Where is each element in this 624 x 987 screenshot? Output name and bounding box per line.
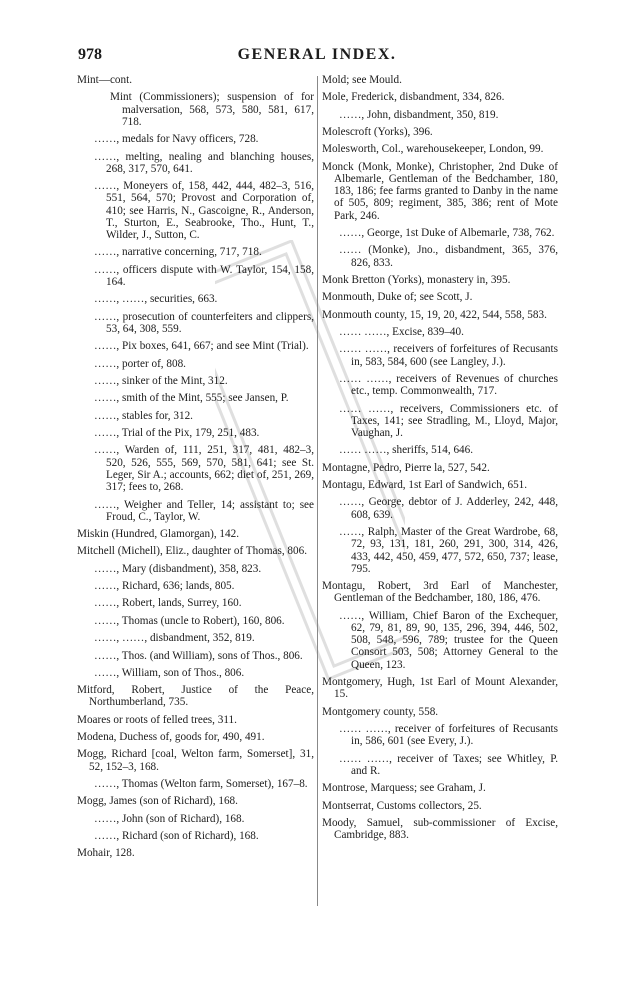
index-column-left — [77, 74, 314, 865]
index-entry: ……, George, 1st Duke of Albemarle, 738, 762. — [339, 227, 555, 240]
index-entry: ……, Warden of, 111, 251, 317, 481, 482–3, 520, 526, 555, 569, 570, 581, 641; see St. Leger, Sir A.; accounts, 662; diet of, 251, 269, 317; fees to, 268. — [94, 444, 314, 494]
index-entry: ……, Weigher and Teller, 14; assistant to; see Froud, C., Taylor, W. — [94, 498, 314, 523]
index-entry: Modena, Duchess of, goods for, 490, 491. — [77, 731, 265, 744]
index-entry: Mogg, James (son of Richard), 168. — [77, 795, 238, 808]
index-entry: …… ……, receiver of Taxes; see Whitley, P. and R. — [339, 752, 558, 777]
index-entry: ……, Trial of the Pix, 179, 251, 483. — [94, 427, 260, 440]
index-entry: ……, George, debtor of J. Adderley, 242, 448, 608, 639. — [339, 496, 558, 521]
index-entry: ……, prosecution of counterfeiters and clippers, 53, 64, 308, 559. — [94, 310, 314, 335]
index-entry: …… ……, receivers of Revenues of churches etc., temp. Commonwealth, 717. — [339, 372, 558, 398]
index-entry: ……, porter of, 808. — [94, 357, 186, 370]
index-entry: Miskin (Hundred, Glamorgan), 142. — [77, 528, 239, 541]
index-entry: Monk Bretton (Yorks), monastery in, 395. — [322, 274, 511, 286]
index-entry: Montgomery, Hugh, 1st Earl of Mount Alexander, 15. — [322, 676, 558, 701]
index-entry: ……, Mary (disbandment), 358, 823. — [94, 562, 262, 575]
index-entry: Montgomery county, 558. — [322, 705, 439, 718]
index-entry: Mitford, Robert, Justice of the Peace, Northumberland, 735. — [77, 684, 314, 709]
index-column-right — [322, 74, 558, 846]
page-title: GENERAL INDEX. — [237, 46, 397, 63]
index-entry: ……, Richard, 636; lands, 805. — [94, 580, 235, 593]
index-entry: …… ……, receivers of forfeitures of Recusants in, 583, 584, 600 (see Langley, J.). — [339, 343, 558, 368]
index-entry: Monck (Monk, Monke), Christopher, 2nd Duke of Albemarle, Gentleman of the Bedchamber, 180, 183, 186; fee farms granted to Danby in the name of 505, 809; regiment, 385, 386; rent of Mote Park, 246. — [322, 160, 558, 222]
index-entry: Moares or roots of felled trees, 311. — [77, 713, 237, 726]
index-entry: Montagu, Robert, 3rd Earl of Manchester, Gentleman of the Bedchamber, 180, 186, 476. — [322, 580, 558, 605]
index-entry: Monmouth county, 15, 19, 20, 422, 544, 558, 583. — [322, 308, 547, 321]
index-entry: Montserrat, Customs collectors, 25. — [322, 799, 482, 812]
index-entry: Montagu, Edward, 1st Earl of Sandwich, 651. — [322, 479, 528, 492]
index-entry: ……, John, disbandment, 350, 819. — [339, 108, 499, 121]
index-entry: Moody, Samuel, sub-commissioner of Excise, Cambridge, 883. — [322, 816, 558, 842]
index-entry: ……, Richard (son of Richard), 168. — [94, 830, 259, 843]
index-entry: ……, Thomas (Welton farm, Somerset), 167–8. — [94, 778, 308, 791]
index-entry: …… ……, sheriffs, 514, 646. — [339, 444, 474, 457]
index-entry: ……, Thos. (and William), sons of Thos., 806. — [94, 649, 303, 662]
index-entry: Monmouth, Duke of; see Scott, J. — [322, 291, 473, 304]
index-entry: ……, officers dispute with W. Taylor, 154, 158, 164. — [94, 263, 314, 289]
index-entry: …… (Monke), Jno., disbandment, 365, 376, 826, 833. — [339, 244, 558, 269]
index-entry: Molescroft (Yorks), 396. — [322, 126, 433, 139]
index-entry: ……, ……, disbandment, 352, 819. — [94, 632, 255, 645]
index-entry: ……, Robert, lands, Surrey, 160. — [94, 597, 242, 610]
index-entry: Mole, Frederick, disbandment, 334, 826. — [322, 91, 505, 104]
index-entry: …… ……, receiver of forfeitures of Recusants in, 586, 601 (see Every, J.). — [339, 723, 558, 748]
index-entry: Mint—cont. — [77, 74, 133, 86]
index-entry: ……, John (son of Richard), 168. — [94, 812, 245, 825]
index-entry: Mitchell (Michell), Eliz., daughter of Thomas, 806. — [77, 545, 308, 558]
index-entry: ……, ……, securities, 663. — [94, 293, 218, 306]
index-entry: Montagne, Pedro, Pierre la, 527, 542. — [322, 461, 490, 474]
index-entry: Molesworth, Col., warehousekeeper, London, 99. — [322, 143, 544, 156]
index-entry: ……, Moneyers of, 158, 442, 444, 482–3, 516, 551, 564, 570; Provost and Corporation of, 410; see Harris, N., Gascoigne, R., Anderson, T., Sturton, E., Seabrooke, Tho., Hunt, T., Wilder, J., Sutton, C. — [94, 180, 314, 242]
index-entry: ……, William, son of Thos., 806. — [94, 666, 245, 679]
index-entry: ……, stables for, 312. — [94, 409, 193, 422]
page-header — [78, 46, 556, 68]
index-entry: ……, Pix boxes, 641, 667; and see Mint (Trial). — [94, 340, 309, 353]
index-entry: Montrose, Marquess; see Graham, J. — [322, 782, 486, 795]
index-entry: Mogg, Richard [coal, Welton farm, Somerset], 31, 52, 152–3, 168. — [77, 748, 314, 773]
index-entry: …… ……, receivers, Commissioners etc. of Taxes, 141; see Stradling, M., Lloyd, Major, Vaughan, J. — [339, 402, 558, 440]
index-entry: ……, melting, nealing and blanching houses, 268, 317, 570, 641. — [94, 150, 314, 175]
index-entry: ……, sinker of the Mint, 312. — [94, 375, 228, 388]
page-number: 978 — [78, 46, 102, 63]
index-entry: ……, Thomas (uncle to Robert), 160, 806. — [94, 614, 285, 627]
index-entry: ……, medals for Navy officers, 728. — [94, 133, 259, 146]
column-divider — [317, 76, 318, 906]
index-entry: Mold; see Mould. — [322, 74, 402, 86]
index-entry: Mohair, 128. — [77, 847, 135, 860]
index-entry: ……, smith of the Mint, 555; see Jansen, P. — [94, 392, 289, 405]
index-entry: ……, narrative concerning, 717, 718. — [94, 246, 262, 259]
index-entry: ……, Ralph, Master of the Great Wardrobe, 68, 72, 93, 131, 181, 260, 291, 300, 314, 426, 433, 442, 450, 459, 477, 572, 650, 737; lease, 795. — [339, 526, 558, 575]
index-entry: …… ……, Excise, 839–40. — [339, 326, 464, 339]
index-entry: Mint (Commissioners); suspension of for malversation, 568, 573, 580, 581, 617, 718. — [110, 91, 314, 128]
index-entry: ……, William, Chief Baron of the Exchequer, 62, 79, 81, 89, 90, 135, 296, 394, 446, 502, 508, 548, 596, 789; trustee for the Queen Consort 503, 508; Attorney General to the Queen, 123. — [339, 609, 558, 671]
